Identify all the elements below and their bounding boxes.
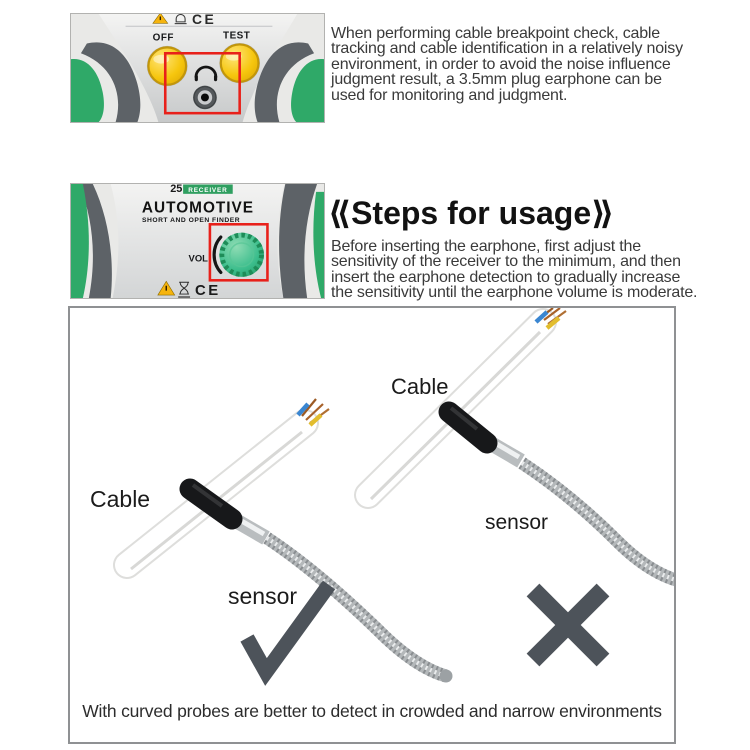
- cable-label-right: Cable: [391, 374, 449, 399]
- sensor-straight: [449, 408, 674, 580]
- steps-line: insert the earphone detection to gradually increase: [331, 268, 681, 286]
- sensor-label-right: sensor: [485, 511, 549, 534]
- steps-heading: ⟪Steps for usage⟫: [328, 195, 615, 231]
- diagram-caption: With curved probes are better to detect in crowded and narrow environments: [82, 701, 662, 721]
- probe-diagram-art: [70, 308, 674, 742]
- steps-line: Before inserting the earphone, first adjust the: [331, 238, 641, 255]
- probe-diagram-box: [68, 306, 676, 744]
- vol-label: VOL: [188, 253, 208, 264]
- jack-photo-art: [71, 14, 324, 122]
- sensor-label-left: sensor: [228, 583, 298, 609]
- off-label: OFF: [152, 32, 174, 44]
- finder-subtitle: SHORT AND OPEN FINDER: [141, 216, 241, 224]
- note-line: environment, in order to avoid the noise influence: [331, 55, 671, 73]
- note-line: tracking and cable identification in a relatively noisy: [331, 40, 683, 58]
- model-label: 25: [170, 184, 183, 195]
- receiver-volume-photo: [70, 183, 325, 299]
- off-button: [147, 46, 188, 86]
- test-label: TEST: [223, 30, 251, 42]
- steps-text: [331, 239, 749, 301]
- receiver-badge-label: RECEIVER: [188, 186, 228, 194]
- automotive-title: AUTOMOTIVE: [141, 199, 255, 217]
- note-line: When performing cable breakpoint check, cable: [331, 25, 660, 42]
- steps-line: sensitivity of the receiver to the minimum, and then: [331, 253, 681, 271]
- ce-mark: CE: [195, 283, 221, 298]
- note-line: judgment result, a 3.5mm plug earphone can be: [331, 71, 662, 89]
- volume-knob: [219, 233, 264, 277]
- cable-label-left: Cable: [90, 486, 151, 512]
- note-line: used for monitoring and judgment.: [331, 86, 568, 104]
- volume-photo-art: [71, 184, 324, 298]
- receiver-jack-photo: [70, 13, 325, 123]
- receiver-badge: [183, 184, 233, 193]
- earphone-note-text: [331, 26, 749, 103]
- steps-line: the sensitivity until the earphone volume is moderate.: [331, 284, 698, 302]
- audio-jack-icon: [193, 86, 217, 110]
- ce-mark: CE: [192, 14, 217, 27]
- x-icon: [533, 590, 603, 660]
- cable-left: [127, 399, 329, 569]
